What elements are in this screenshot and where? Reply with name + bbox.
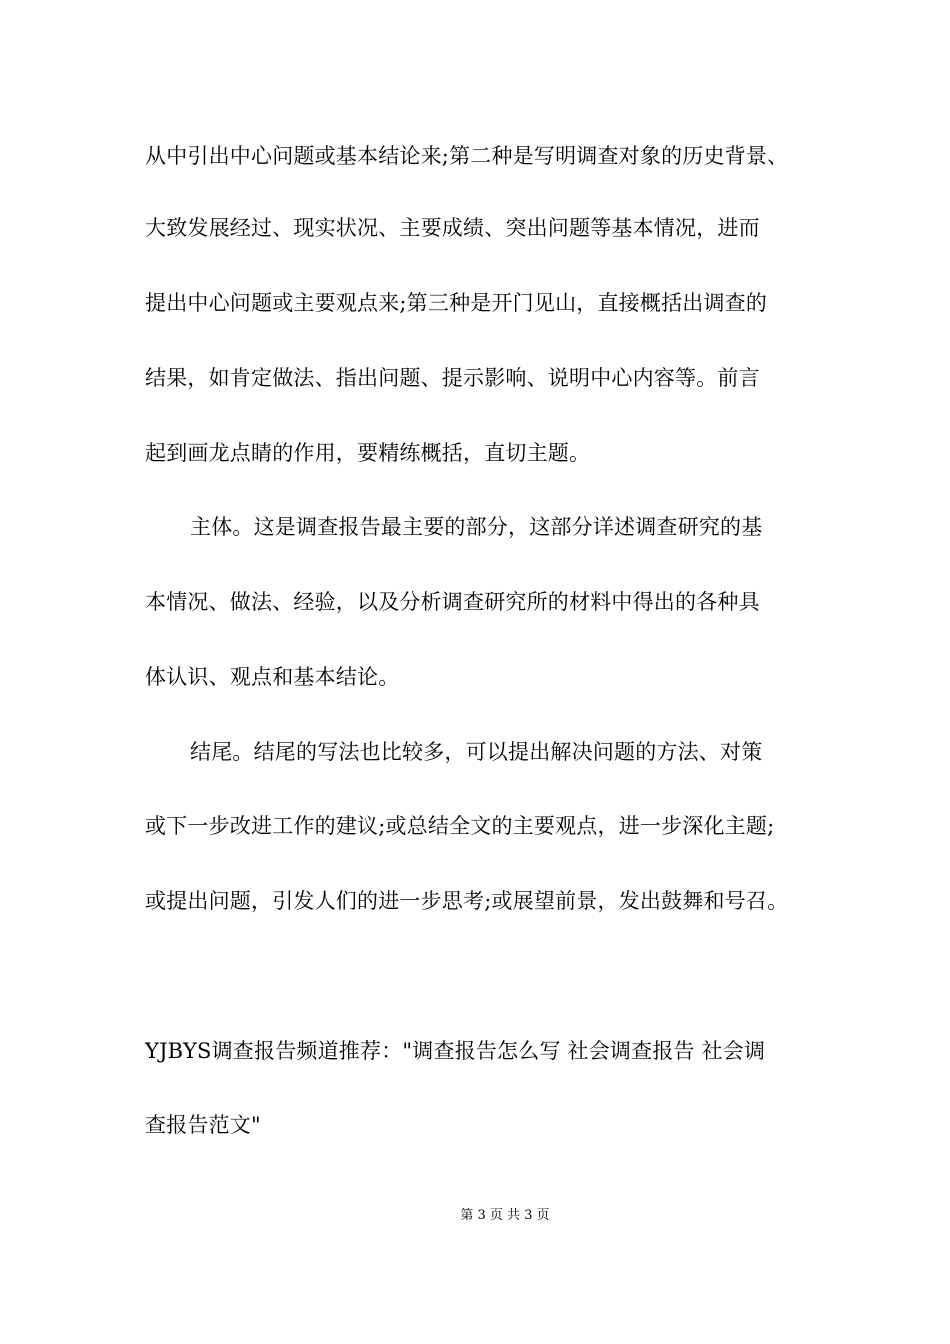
recommendation-line: YJBYS调查报告频道推荐："调查报告怎么写 社会调查报告 社会调 — [145, 1039, 766, 1063]
paragraph-line: 结果，如肯定做法、指出问题、提示影响、说明中心内容等。前言 — [145, 366, 760, 390]
paragraph-line: 主体。这是调查报告最主要的部分，这部分详述调查研究的基 — [190, 515, 763, 539]
paragraph-line: 或提出问题，引发人们的进一步思考;或展望前景，发出鼓舞和号召。 — [145, 889, 789, 913]
paragraph-line: 或下一步改进工作的建议;或总结全文的主要观点，进一步深化主题; — [145, 814, 775, 838]
page-footer: 第 3 页 共 3 页 — [460, 1208, 550, 1223]
paragraph-line: 从中引出中心问题或基本结论来;第二种是写明调查对象的历史背景、 — [145, 144, 789, 168]
paragraph-line: 起到画龙点睛的作用，要精练概括，直切主题。 — [145, 441, 591, 465]
paragraph-line: 提出中心问题或主要观点来;第三种是开门见山，直接概括出调查的 — [145, 291, 768, 315]
paragraph-line: 结尾。结尾的写法也比较多，可以提出解决问题的方法、对策 — [190, 740, 763, 764]
paragraph-line: 本情况、做法、经验，以及分析调查研究所的材料中得出的各种具 — [145, 590, 760, 614]
recommendation-line: 查报告范文" — [145, 1113, 261, 1137]
paragraph-line: 体认识、观点和基本结论。 — [145, 665, 400, 689]
paragraph-line: 大致发展经过、现实状况、主要成绩、突出问题等基本情况，进而 — [145, 216, 760, 240]
